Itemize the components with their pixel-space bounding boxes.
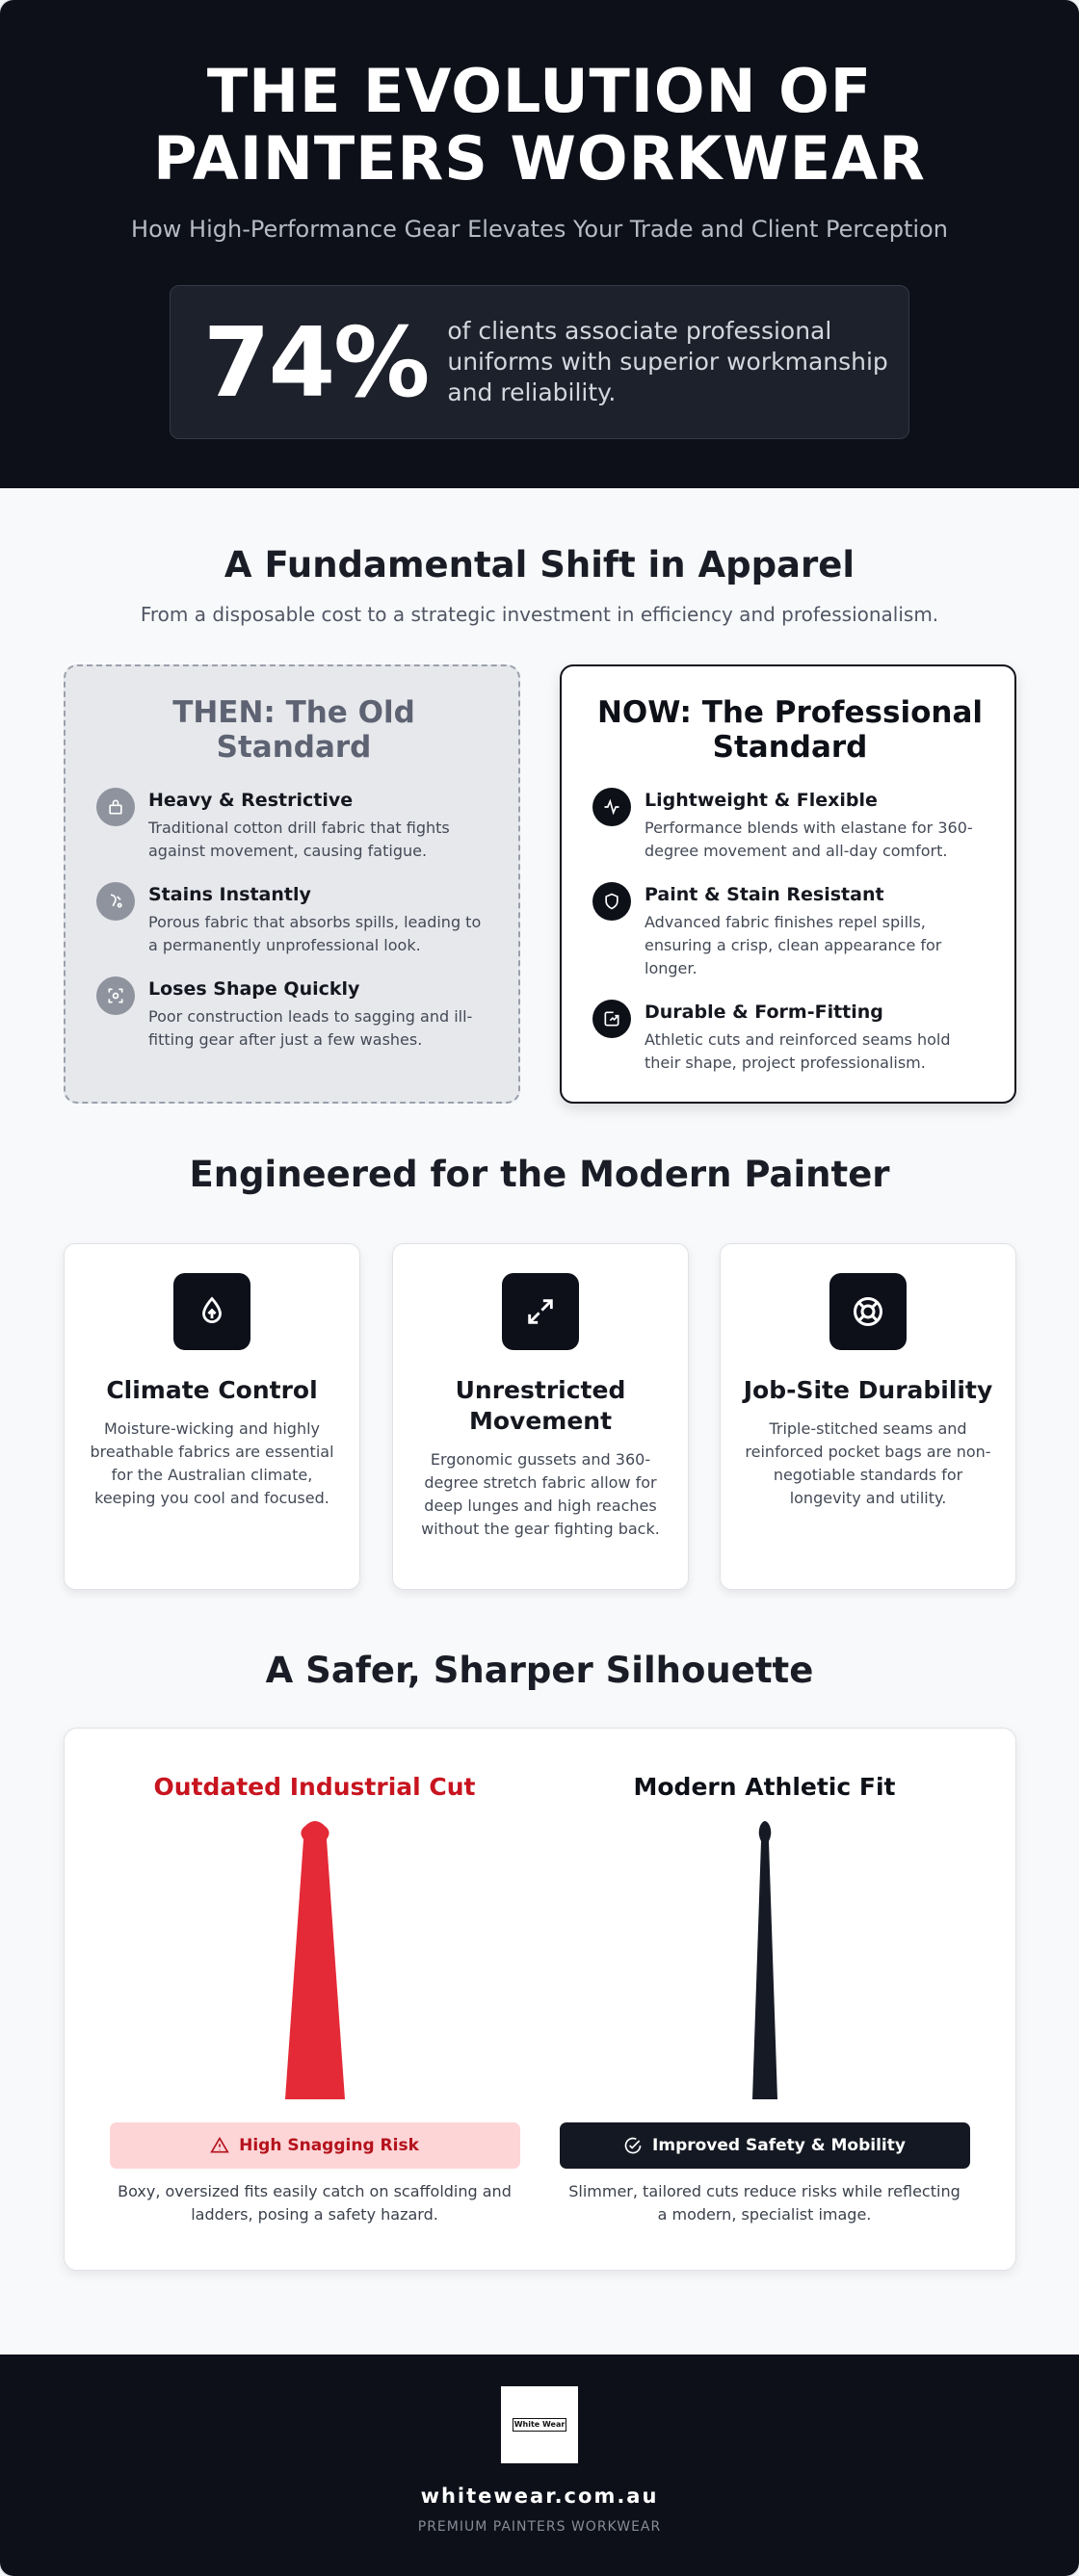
badge-label: High Snagging Risk bbox=[239, 2136, 419, 2155]
snagging-risk-badge bbox=[110, 2122, 520, 2169]
feature-card-climate bbox=[64, 1243, 360, 1590]
feature-text: Porous fabric that absorbs spills, leading to a permanently unprofessional look. bbox=[148, 913, 482, 954]
badge-label: Improved Safety & Mobility bbox=[652, 2136, 906, 2155]
shift-section-title: A Fundamental Shift in Apparel bbox=[224, 544, 855, 585]
check-circle-icon bbox=[623, 2136, 643, 2155]
then-feature bbox=[96, 790, 491, 863]
card-heading: Job-Site Durability bbox=[743, 1376, 993, 1404]
silhouette-comparison-card bbox=[64, 1728, 1016, 2271]
feature-heading: Durable & Form-Fitting bbox=[645, 1002, 883, 1023]
warning-icon bbox=[210, 2136, 229, 2155]
now-feature bbox=[592, 1002, 987, 1075]
now-card bbox=[560, 664, 1016, 1104]
feature-text: Performance blends with elastane for 360-degree movement and all-day comfort. bbox=[645, 819, 973, 860]
then-feature bbox=[96, 978, 491, 1052]
footer bbox=[0, 2355, 1079, 2576]
shrink-icon bbox=[96, 976, 135, 1015]
card-text: Moisture-wicking and highly breathable fabrics are essential for the Australian climate, keeping you cool and focused. bbox=[90, 1419, 334, 1507]
engineered-cards bbox=[0, 1243, 1079, 1590]
silhouette-section-title: A Safer, Sharper Silhouette bbox=[265, 1650, 814, 1691]
stat-value: 74% bbox=[203, 305, 429, 419]
outdated-silhouette-figure bbox=[110, 1818, 520, 2107]
durability-icon bbox=[829, 1273, 907, 1350]
outdated-fit-column bbox=[110, 1773, 520, 2226]
expand-arrows-icon bbox=[502, 1273, 579, 1350]
card-text: Triple-stitched seams and reinforced pocket bags are non-negotiable standards for longevity and utility. bbox=[745, 1419, 991, 1507]
feature-heading: Stains Instantly bbox=[148, 884, 311, 905]
feature-heading: Paint & Stain Resistant bbox=[645, 884, 884, 905]
modern-fit-heading: Modern Athletic Fit bbox=[633, 1773, 896, 1801]
website-link[interactable]: whitewear.com.au bbox=[420, 2485, 659, 2508]
stain-drop-icon bbox=[96, 882, 135, 921]
then-card-title: THEN: The Old Standard bbox=[172, 695, 415, 765]
feature-text: Advanced fabric finishes repel spills, ensuring a crisp, clean appearance for longer. bbox=[645, 913, 942, 977]
outdated-fit-text: Boxy, oversized fits easily catch on scaffolding and ladders, posing a safety hazard. bbox=[118, 2182, 512, 2224]
then-feature bbox=[96, 884, 491, 957]
safety-mobility-badge bbox=[560, 2122, 970, 2169]
engineered-section-title: Engineered for the Modern Painter bbox=[189, 1154, 890, 1195]
card-heading: Climate Control bbox=[106, 1376, 318, 1404]
outdated-fit-heading: Outdated Industrial Cut bbox=[153, 1773, 476, 1801]
droplet-arrow-icon bbox=[173, 1273, 250, 1350]
now-card-title: NOW: The Professional Standard bbox=[596, 695, 984, 765]
modern-silhouette-figure bbox=[560, 1818, 970, 2107]
page-title: THE EVOLUTION OF PAINTERS WORKWEAR bbox=[153, 56, 926, 194]
now-feature bbox=[592, 884, 987, 980]
form-fit-icon bbox=[592, 1000, 631, 1038]
now-feature bbox=[592, 790, 987, 863]
comparison-cards bbox=[0, 664, 1079, 1117]
logo-wordmark: White Wear bbox=[513, 2418, 566, 2432]
feature-text: Athletic cuts and reinforced seams hold their shape, project professionalism. bbox=[645, 1030, 951, 1072]
feature-text: Traditional cotton drill fabric that fights against movement, causing fatigue. bbox=[148, 819, 450, 860]
activity-icon bbox=[592, 788, 631, 826]
modern-fit-column bbox=[560, 1773, 970, 2226]
page-subtitle: How High-Performance Gear Elevates Your Trade and Client Perception bbox=[131, 216, 948, 243]
shift-section-subtitle: From a disposable cost to a strategic investment in efficiency and professionalism. bbox=[140, 603, 939, 626]
brand-logo bbox=[501, 2386, 578, 2463]
feature-card-movement bbox=[392, 1243, 689, 1590]
hero-section bbox=[0, 0, 1079, 488]
brand-tagline: PREMIUM PAINTERS WORKWEAR bbox=[417, 2519, 662, 2535]
modern-fit-text: Slimmer, tailored cuts reduce risks while reflecting a modern, specialist image. bbox=[568, 2182, 961, 2224]
stat-box bbox=[170, 285, 909, 439]
feature-card-durability bbox=[720, 1243, 1016, 1590]
then-card bbox=[64, 664, 520, 1104]
feature-heading: Heavy & Restrictive bbox=[148, 790, 354, 811]
card-heading: Unrestricted Movement bbox=[455, 1376, 626, 1435]
feature-text: Poor construction leads to sagging and ill-fitting gear after just a few washes. bbox=[148, 1007, 473, 1049]
stat-description: of clients associate professional uniforms with superior workmanship and reliability. bbox=[447, 317, 888, 406]
shield-icon bbox=[592, 882, 631, 921]
feature-heading: Lightweight & Flexible bbox=[645, 790, 878, 811]
feature-heading: Loses Shape Quickly bbox=[148, 978, 360, 1000]
weight-icon bbox=[96, 788, 135, 826]
card-text: Ergonomic gussets and 360-degree stretch fabric allow for deep lunges and high reaches without the gear fighting back. bbox=[421, 1450, 660, 1538]
